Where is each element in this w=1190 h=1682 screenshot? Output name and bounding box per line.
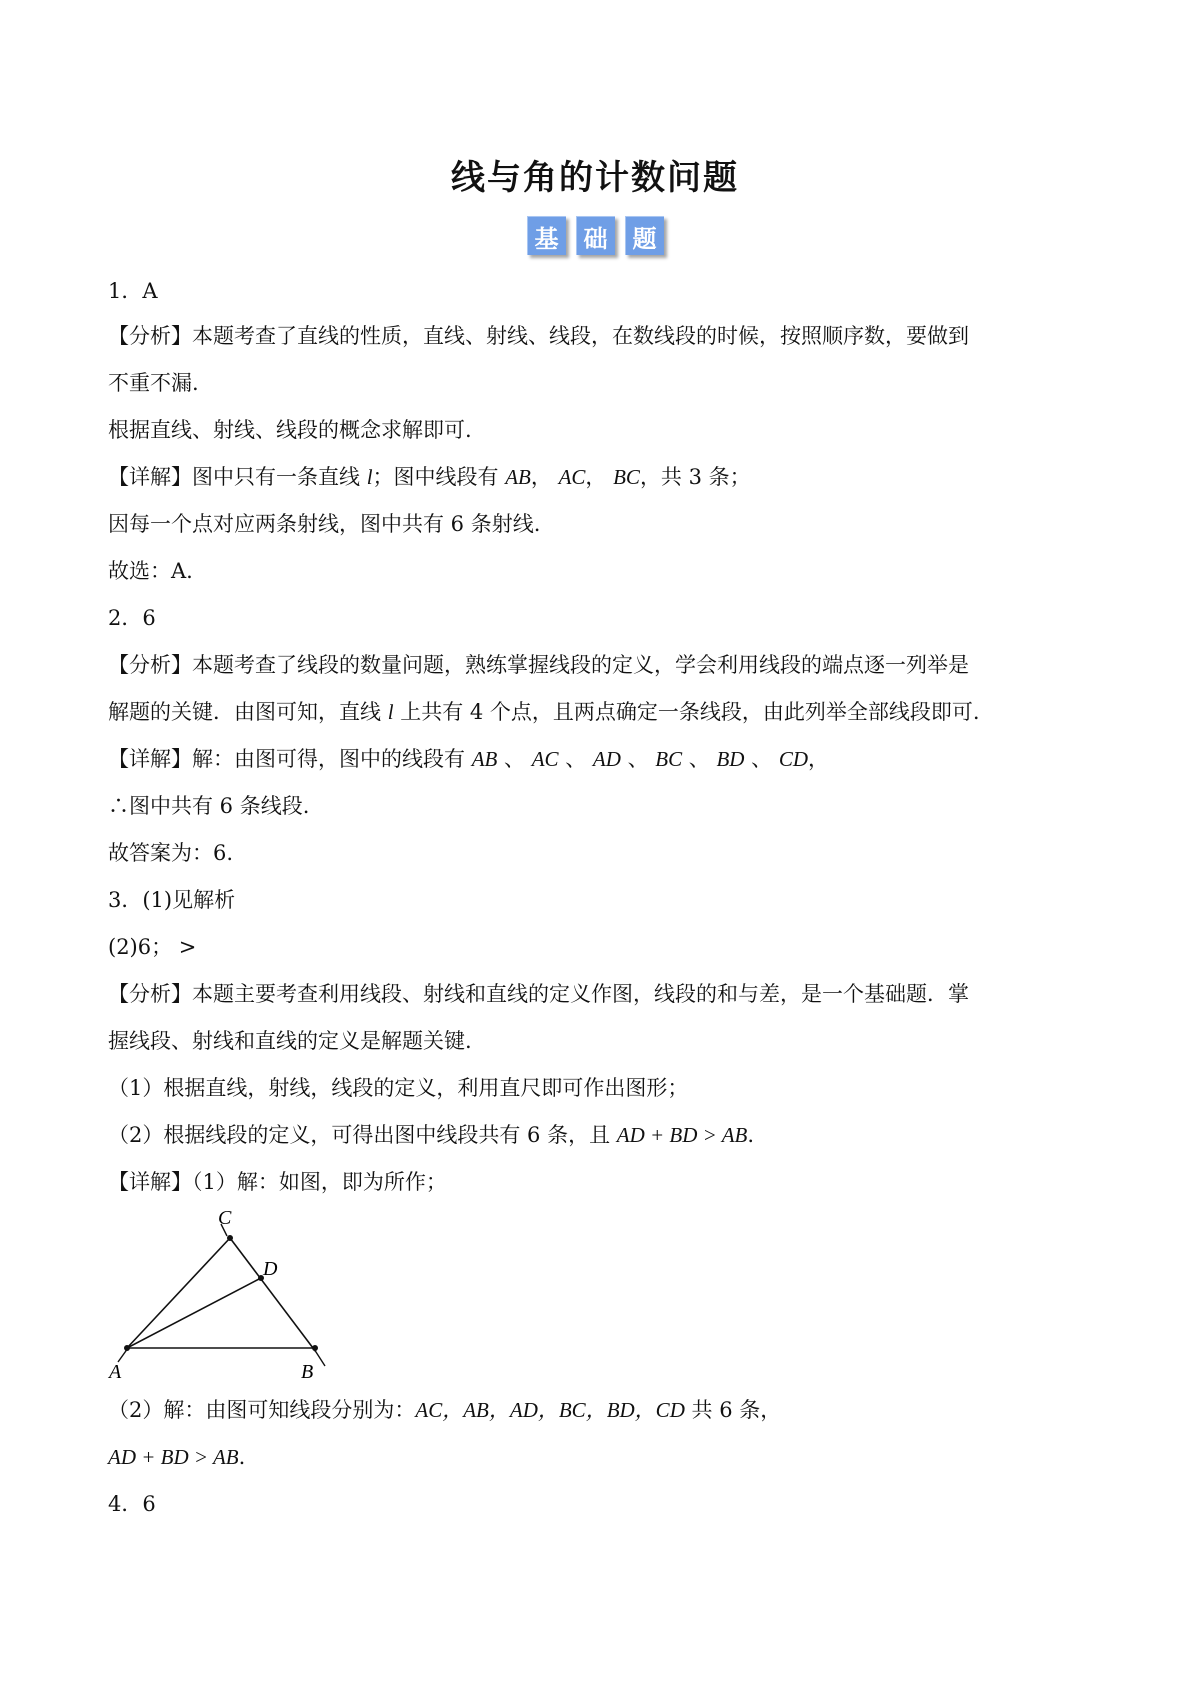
q2-seg-ab: AB [471, 747, 498, 771]
point-c [227, 1235, 233, 1241]
q2-analysis-text-b: 上共有 4 个点，且两点确定一条线段，由此列举全部线段即可. [393, 700, 980, 724]
point-a [124, 1345, 130, 1351]
q1-detail-line-2: 因每一个点对应两条射线，图中共有 6 条射线. [108, 512, 541, 536]
q2-analysis-line-2 [108, 697, 1088, 727]
q3-step-2-text-a: （2）根据线段的定义，可得出图中线段共有 6 条，且 [108, 1123, 617, 1147]
label-a: A [109, 1361, 122, 1381]
q3-step-2-inequality: AD + BD > AB [616, 1123, 748, 1147]
label-d: D [263, 1258, 278, 1280]
q1-detail-text-b: ；图中线段有 [372, 465, 506, 489]
q3-part2-inequality: AD + BD > AB [108, 1445, 239, 1469]
q3-detail-1: 【详解】（1）解：如图，即为所作； [108, 1170, 447, 1194]
q2-sep-3: 、 [620, 747, 656, 771]
q3-analysis-line-1: 【分析】本题主要考查利用线段、射线和直线的定义作图，线段的和与差，是一个基础题．掌 [108, 982, 969, 1006]
page-title: 线与角的计数问题 [451, 158, 739, 198]
q2-detail-end: ， [808, 747, 830, 771]
q3-part2-list: AC，AB，AD，BC，BD，CD [415, 1398, 685, 1422]
q2-sep-5: 、 [744, 747, 779, 771]
q3-part2-line [108, 1395, 1088, 1425]
q3-part2-inequality-line [108, 1442, 1088, 1472]
q2-final: 故答案为：6. [108, 841, 234, 865]
q1-sep-1: ， [530, 465, 559, 489]
difficulty-badge [0, 216, 1190, 255]
q2-line-l: l [387, 700, 394, 724]
tick-b [316, 1352, 325, 1366]
q2-sep-2: 、 [558, 747, 593, 771]
q4-answer: 4．6 [108, 1492, 156, 1516]
q2-conclusion: ∴图中共有 6 条线段. [108, 794, 310, 818]
segment-cb [230, 1238, 316, 1352]
q1-detail-text-c: ，共 3 条； [639, 465, 751, 489]
q2-seg-cd: CD [778, 747, 809, 771]
q2-answer: 2．6 [108, 606, 156, 630]
q2-seg-bd: BD [716, 747, 745, 771]
q3-step-2-text-b: . [747, 1123, 755, 1147]
q3-analysis-line-2: 握线段、射线和直线的定义是解题关键. [108, 1029, 472, 1053]
q3-step-2 [108, 1120, 1088, 1150]
segment-ac [127, 1238, 230, 1348]
q1-sep-2: ， [585, 465, 614, 489]
q2-detail-line [108, 744, 1088, 774]
q2-sep-4: 、 [682, 747, 717, 771]
q2-seg-bc: BC [655, 747, 683, 771]
q3-part2-end: . [238, 1445, 246, 1469]
q1-line-l: l [366, 465, 373, 489]
q1-seg-ab: AB [505, 465, 531, 489]
badge-char-2: 础 [576, 216, 615, 255]
q2-seg-ad: AD [592, 747, 621, 771]
label-b: B [301, 1361, 314, 1381]
q2-analysis-line-1: 【分析】本题考查了线段的数量问题，熟练掌握线段的定义，学会利用线段的端点逐一列举是 [108, 653, 969, 677]
segment-ad [127, 1278, 261, 1348]
q3-part2-text-a: （2）解：由图可知线段分别为： [108, 1398, 416, 1422]
point-b [312, 1345, 318, 1351]
q2-seg-ac: AC [531, 747, 559, 771]
q2-sep-1: 、 [497, 747, 532, 771]
badge-char-3: 题 [625, 216, 664, 255]
q1-seg-ac: AC [558, 465, 586, 489]
q1-choice: 故选：A. [108, 559, 193, 583]
q1-seg-bc: BC [613, 465, 640, 489]
q1-detail-text-a: 【详解】图中只有一条直线 [108, 465, 367, 489]
q2-detail-prefix: 【详解】解：由图可得，图中的线段有 [108, 747, 472, 771]
q3-answer-1: 3．(1)见解析 [108, 888, 236, 912]
q1-analysis-line-2: 不重不漏. [108, 371, 199, 395]
q3-step-1: （1）根据直线，射线，线段的定义，利用直尺即可作出图形； [108, 1076, 689, 1100]
q3-part2-text-b: 共 6 条， [684, 1398, 782, 1422]
q1-detail-line-1 [108, 462, 1088, 492]
q1-answer: 1．A [108, 279, 158, 303]
q2-analysis-text-a: 解题的关键．由图可知，直线 [108, 700, 388, 724]
q1-analysis-line-3: 根据直线、射线、线段的概念求解即可. [108, 418, 472, 442]
label-c: C [218, 1207, 232, 1229]
triangle-figure [105, 1206, 335, 1381]
badge-char-1: 基 [527, 216, 566, 255]
q3-answer-2: (2)6； > [108, 935, 197, 959]
q1-analysis-line-1: 【分析】本题考查了直线的性质，直线、射线、线段，在数线段的时候，按照顺序数，要做到 [108, 324, 969, 348]
